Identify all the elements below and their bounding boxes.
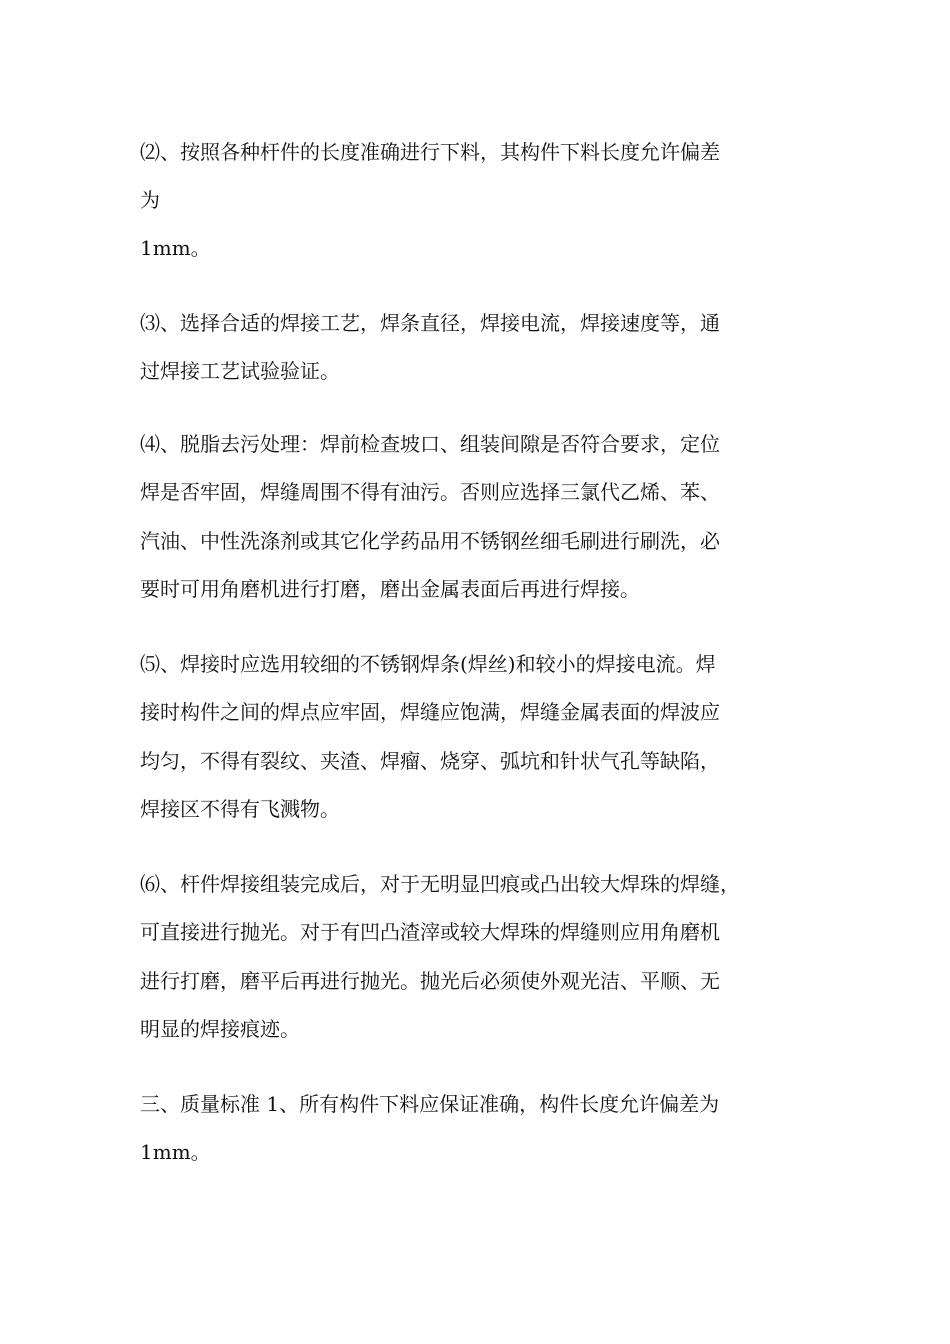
text-line: ⑵、按照各种杆件的长度准确进行下料，其构件下料长度允许偏差 — [140, 140, 720, 164]
text-line: 焊接区不得有飞溅物。 — [140, 797, 340, 821]
text-line: 接时构件之间的焊点应牢固，焊缝应饱满，焊缝金属表面的焊波应 — [140, 700, 720, 724]
text-line: 过焊接工艺试验验证。 — [140, 359, 340, 383]
text-line: ⑹、杆件焊接组装完成后，对于无明显凹痕或凸出较大焊珠的焊缝， — [140, 872, 740, 896]
text-line: 要时可用角磨机进行打磨，磨出金属表面后再进行焊接。 — [140, 577, 640, 601]
text-line: 明显的焊接痕迹。 — [140, 1017, 300, 1041]
text-line: 汽油、中性洗涤剂或其它化学药品用不锈钢丝细毛刷进行刷洗，必 — [140, 529, 720, 553]
text-line: 均匀，不得有裂纹、夹渣、焊瘤、烧穿、弧坑和针状气孔等缺陷， — [140, 749, 720, 773]
text-line: 焊是否牢固，焊缝周围不得有油污。否则应选择三氯代乙烯、苯、 — [140, 480, 720, 504]
text-line: 进行打磨，磨平后再进行抛光。抛光后必须使外观光洁、平顺、无 — [140, 969, 720, 993]
text-line: 1mm。 — [140, 1140, 211, 1164]
text-line: 可直接进行抛光。对于有凹凸渣滓或较大焊珠的焊缝则应用角磨机 — [140, 920, 720, 944]
text-line: 为 — [140, 188, 160, 212]
text-line: 1mm。 — [140, 236, 211, 260]
text-line: ⑷、脱脂去污处理：焊前检查坡口、组装间隙是否符合要求，定位 — [140, 432, 720, 456]
text-line: 三、质量标准 1、所有构件下料应保证准确，构件长度允许偏差为 — [140, 1092, 720, 1116]
text-line: ⑶、选择合适的焊接工艺，焊条直径，焊接电流，焊接速度等，通 — [140, 311, 720, 335]
text-line: ⑸、焊接时应选用较细的不锈钢焊条(焊丝)和较小的焊接电流。焊 — [140, 652, 716, 676]
